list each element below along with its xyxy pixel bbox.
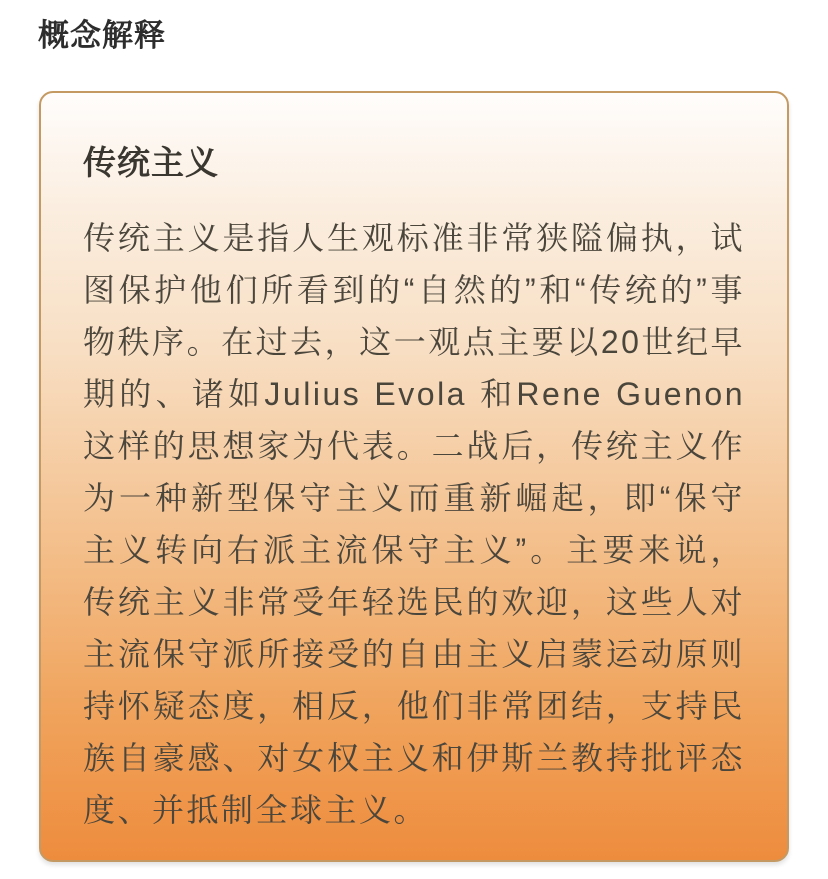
card-title: 传统主义	[83, 144, 219, 181]
card-body-text: 传统主义是指人生观标准非常狭隘偏执，试图保护他们所看到的“自然的”和“传统的”事物秩序。在过去，这一观点主要以20世纪早期的、诸如Julius Evola 和Rene Guenon这样的思想家为代表。二战后，传统主义作为一种新型保守主义而重新崛起，即“保守主义转向右派主流保守主义”。主要来说，传统主义非常受年轻选民的欢迎，这些人对主流保守派所接受的自由主义启蒙运动原则持怀疑态度，相反，他们非常团结，支持民族自豪感、对女权主义和伊斯兰教持批评态度、并抵制全球主义。	[83, 220, 745, 828]
concept-card	[39, 91, 789, 862]
page-title: 概念解释	[38, 18, 166, 53]
